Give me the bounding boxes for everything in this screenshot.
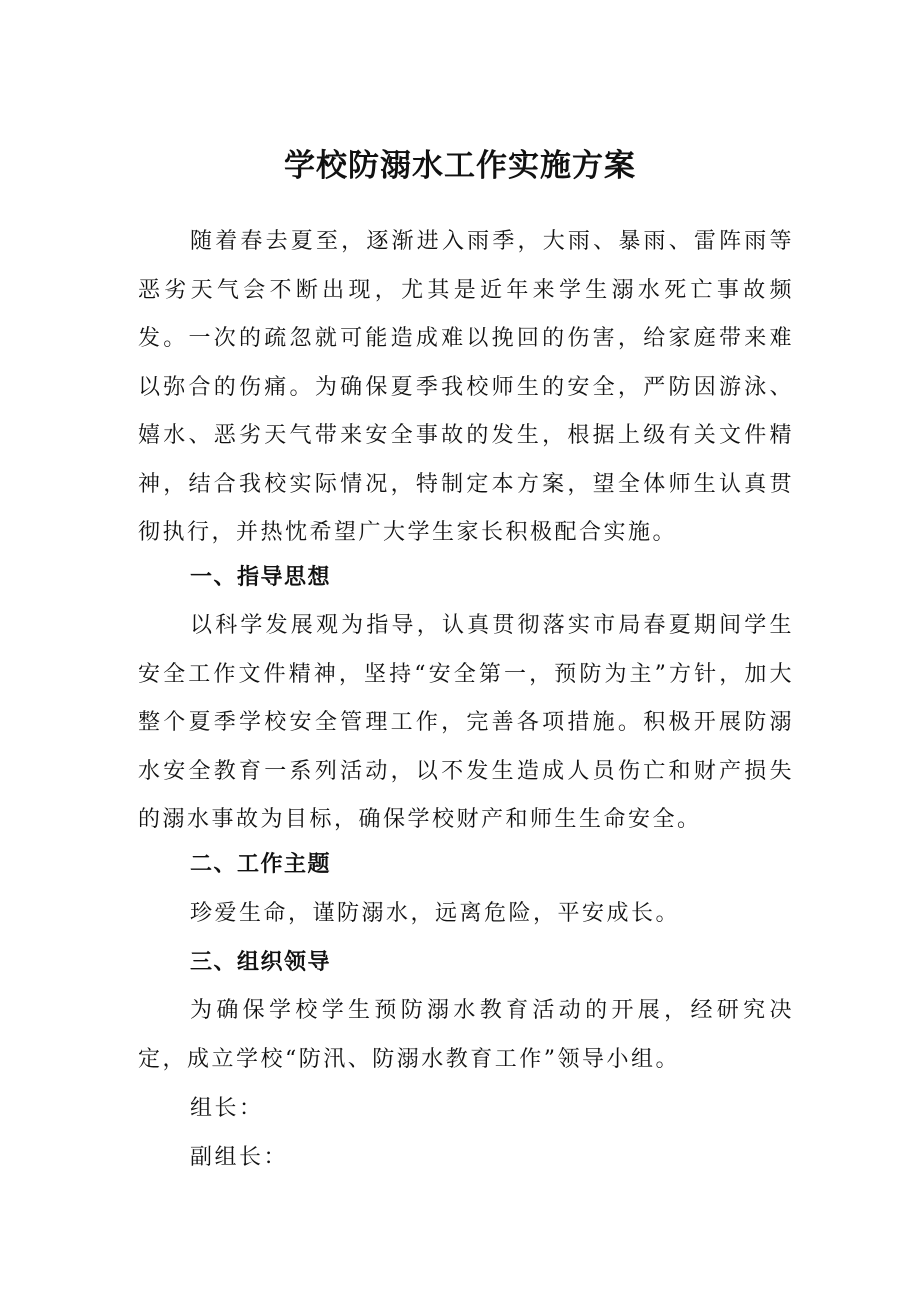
leader-label: 组长： [190, 1096, 264, 1121]
section-body-work-theme: 珍爱生命，谨防溺水，远离危险，平安成长。 [190, 901, 681, 926]
document-title: 学校防溺水工作实施方案 [284, 148, 636, 184]
section-heading-organization: 三、组织领导 [190, 950, 332, 975]
section-heading-guiding-ideology: 一、指导思想 [190, 565, 332, 590]
section-body-guiding-ideology: 以科学发展观为指导，认真贯彻落实市局春夏期间学生安全工作文件精神，坚持“安全第一，预防为主”方针，加大整个夏季学校安全管理工作，完善各项措施。积极开展防溺水安全教育一系列活动，以不发生造成人员伤亡和财产损失的溺水事故为目标，确保学校财产和师生生命安全。 [138, 613, 794, 832]
section-heading-work-theme: 二、工作主题 [190, 852, 332, 877]
deputy-leader-label: 副组长： [190, 1145, 289, 1170]
section-body-organization: 为确保学校学生预防溺水教育活动的开展，经研究决定，成立学校“防汛、防溺水教育工作”领导小组。 [138, 998, 794, 1072]
intro-paragraph: 随着春去夏至，逐渐进入雨季，大雨、暴雨、雷阵雨等恶劣天气会不断出现，尤其是近年来学生溺水死亡事故频发。一次的疏忽就可能造成难以挽回的伤害，给家庭带来难以弥合的伤痛。为确保夏季我校师生的安全，严防因游泳、嬉水、恶劣天气带来安全事故的发生，根据上级有关文件精神，结合我校实际情况，特制定本方案，望全体师生认真贯彻执行，并热忱希望广大学生家长积极配合实施。 [138, 229, 794, 545]
